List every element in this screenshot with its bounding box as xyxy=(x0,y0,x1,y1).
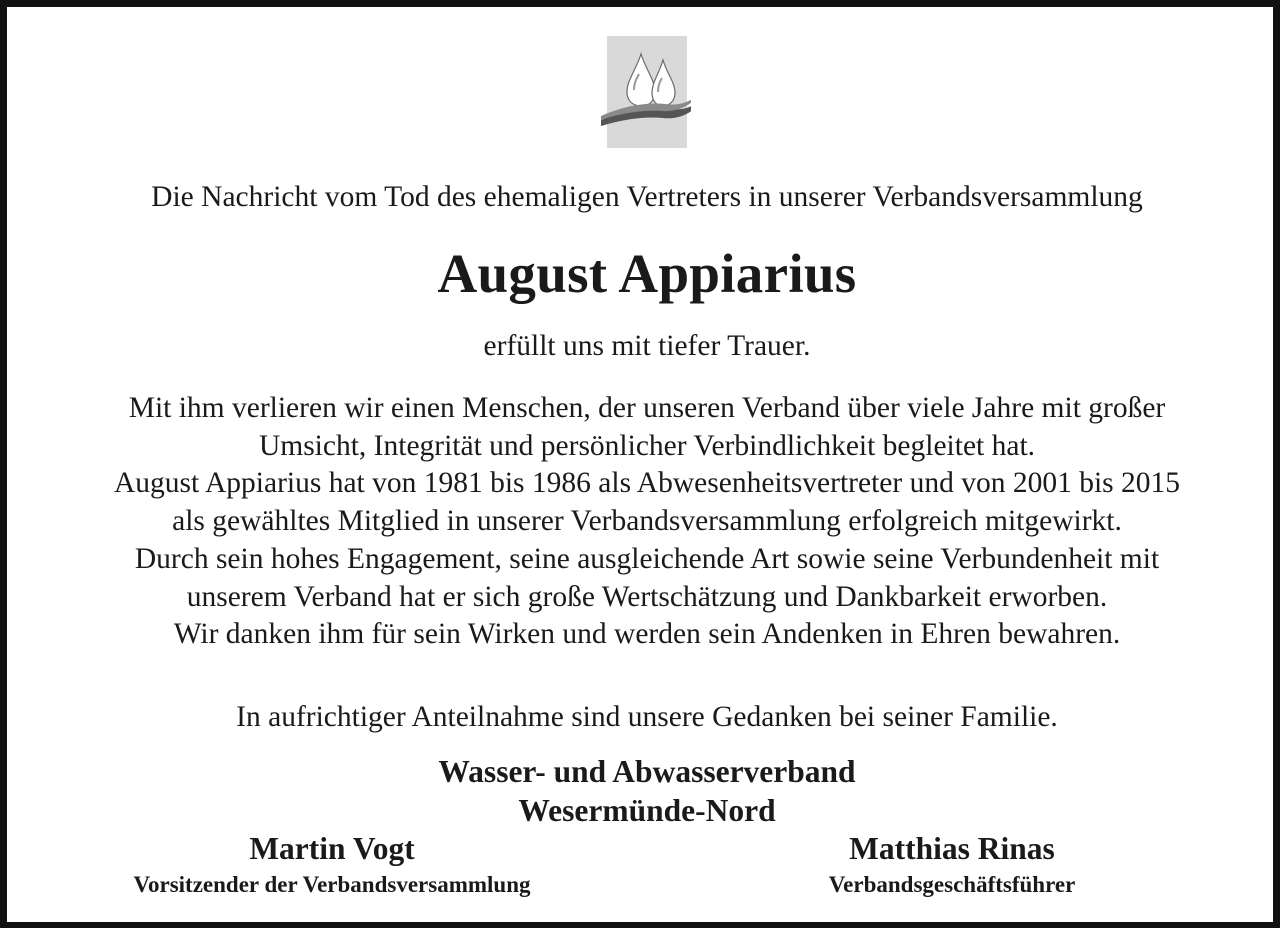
organization-line: Wasser- und Abwasserverband xyxy=(438,754,856,789)
tribute-line: Mit ihm verlieren wir einen Menschen, der unseren Verband über viele Jahre mit großer xyxy=(128,392,1166,424)
signatory-name: Martin Vogt xyxy=(249,831,415,866)
mourning-subline: erfüllt uns mit tiefer Trauer. xyxy=(483,330,811,362)
tribute-line: Durch sein hohes Engagement, seine ausgleichende Art sowie seine Verbundenheit mit xyxy=(134,542,1160,575)
tribute-line: Umsicht, Integrität und persönlicher Verbindlichkeit begleitet hat. xyxy=(258,429,1036,462)
signatory-manager xyxy=(802,829,1102,901)
deceased-name: August Appiarius xyxy=(437,243,857,304)
tribute-line: als gewähltes Mitglied in unserer Verbandsversammlung erfolgreich mitgewirkt. xyxy=(172,505,1122,538)
intro-text: Die Nachricht vom Tod des ehemaligen Vertreters in unserer Verbandsversammlung xyxy=(151,181,1143,213)
closing-text: In aufrichtiger Anteilnahme sind unsere Gedanken bei seiner Familie. xyxy=(236,701,1058,733)
water-drops-wave-icon xyxy=(601,32,691,152)
organization-line: Wesermünde-Nord xyxy=(518,793,776,828)
tribute-line: unserem Verband hat er sich große Wertschätzung und Dankbarkeit erworben. xyxy=(186,580,1108,613)
organization-name xyxy=(7,752,1280,830)
tribute-line: August Appiarius hat von 1981 bis 1986 als Abwesenheitsvertreter und von 2001 bis 2015 xyxy=(114,467,1180,500)
signatory-role: Vorsitzender der Verbandsversammlung xyxy=(133,872,531,897)
tribute-line: Wir danken ihm für sein Wirken und werden sein Andenken in Ehren bewahren. xyxy=(173,618,1121,651)
signatory-role: Verbandsgeschäftsführer xyxy=(828,872,1076,897)
signatory-chair xyxy=(87,829,577,901)
tribute-paragraph xyxy=(7,390,1280,654)
signatory-name: Matthias Rinas xyxy=(849,831,1055,866)
